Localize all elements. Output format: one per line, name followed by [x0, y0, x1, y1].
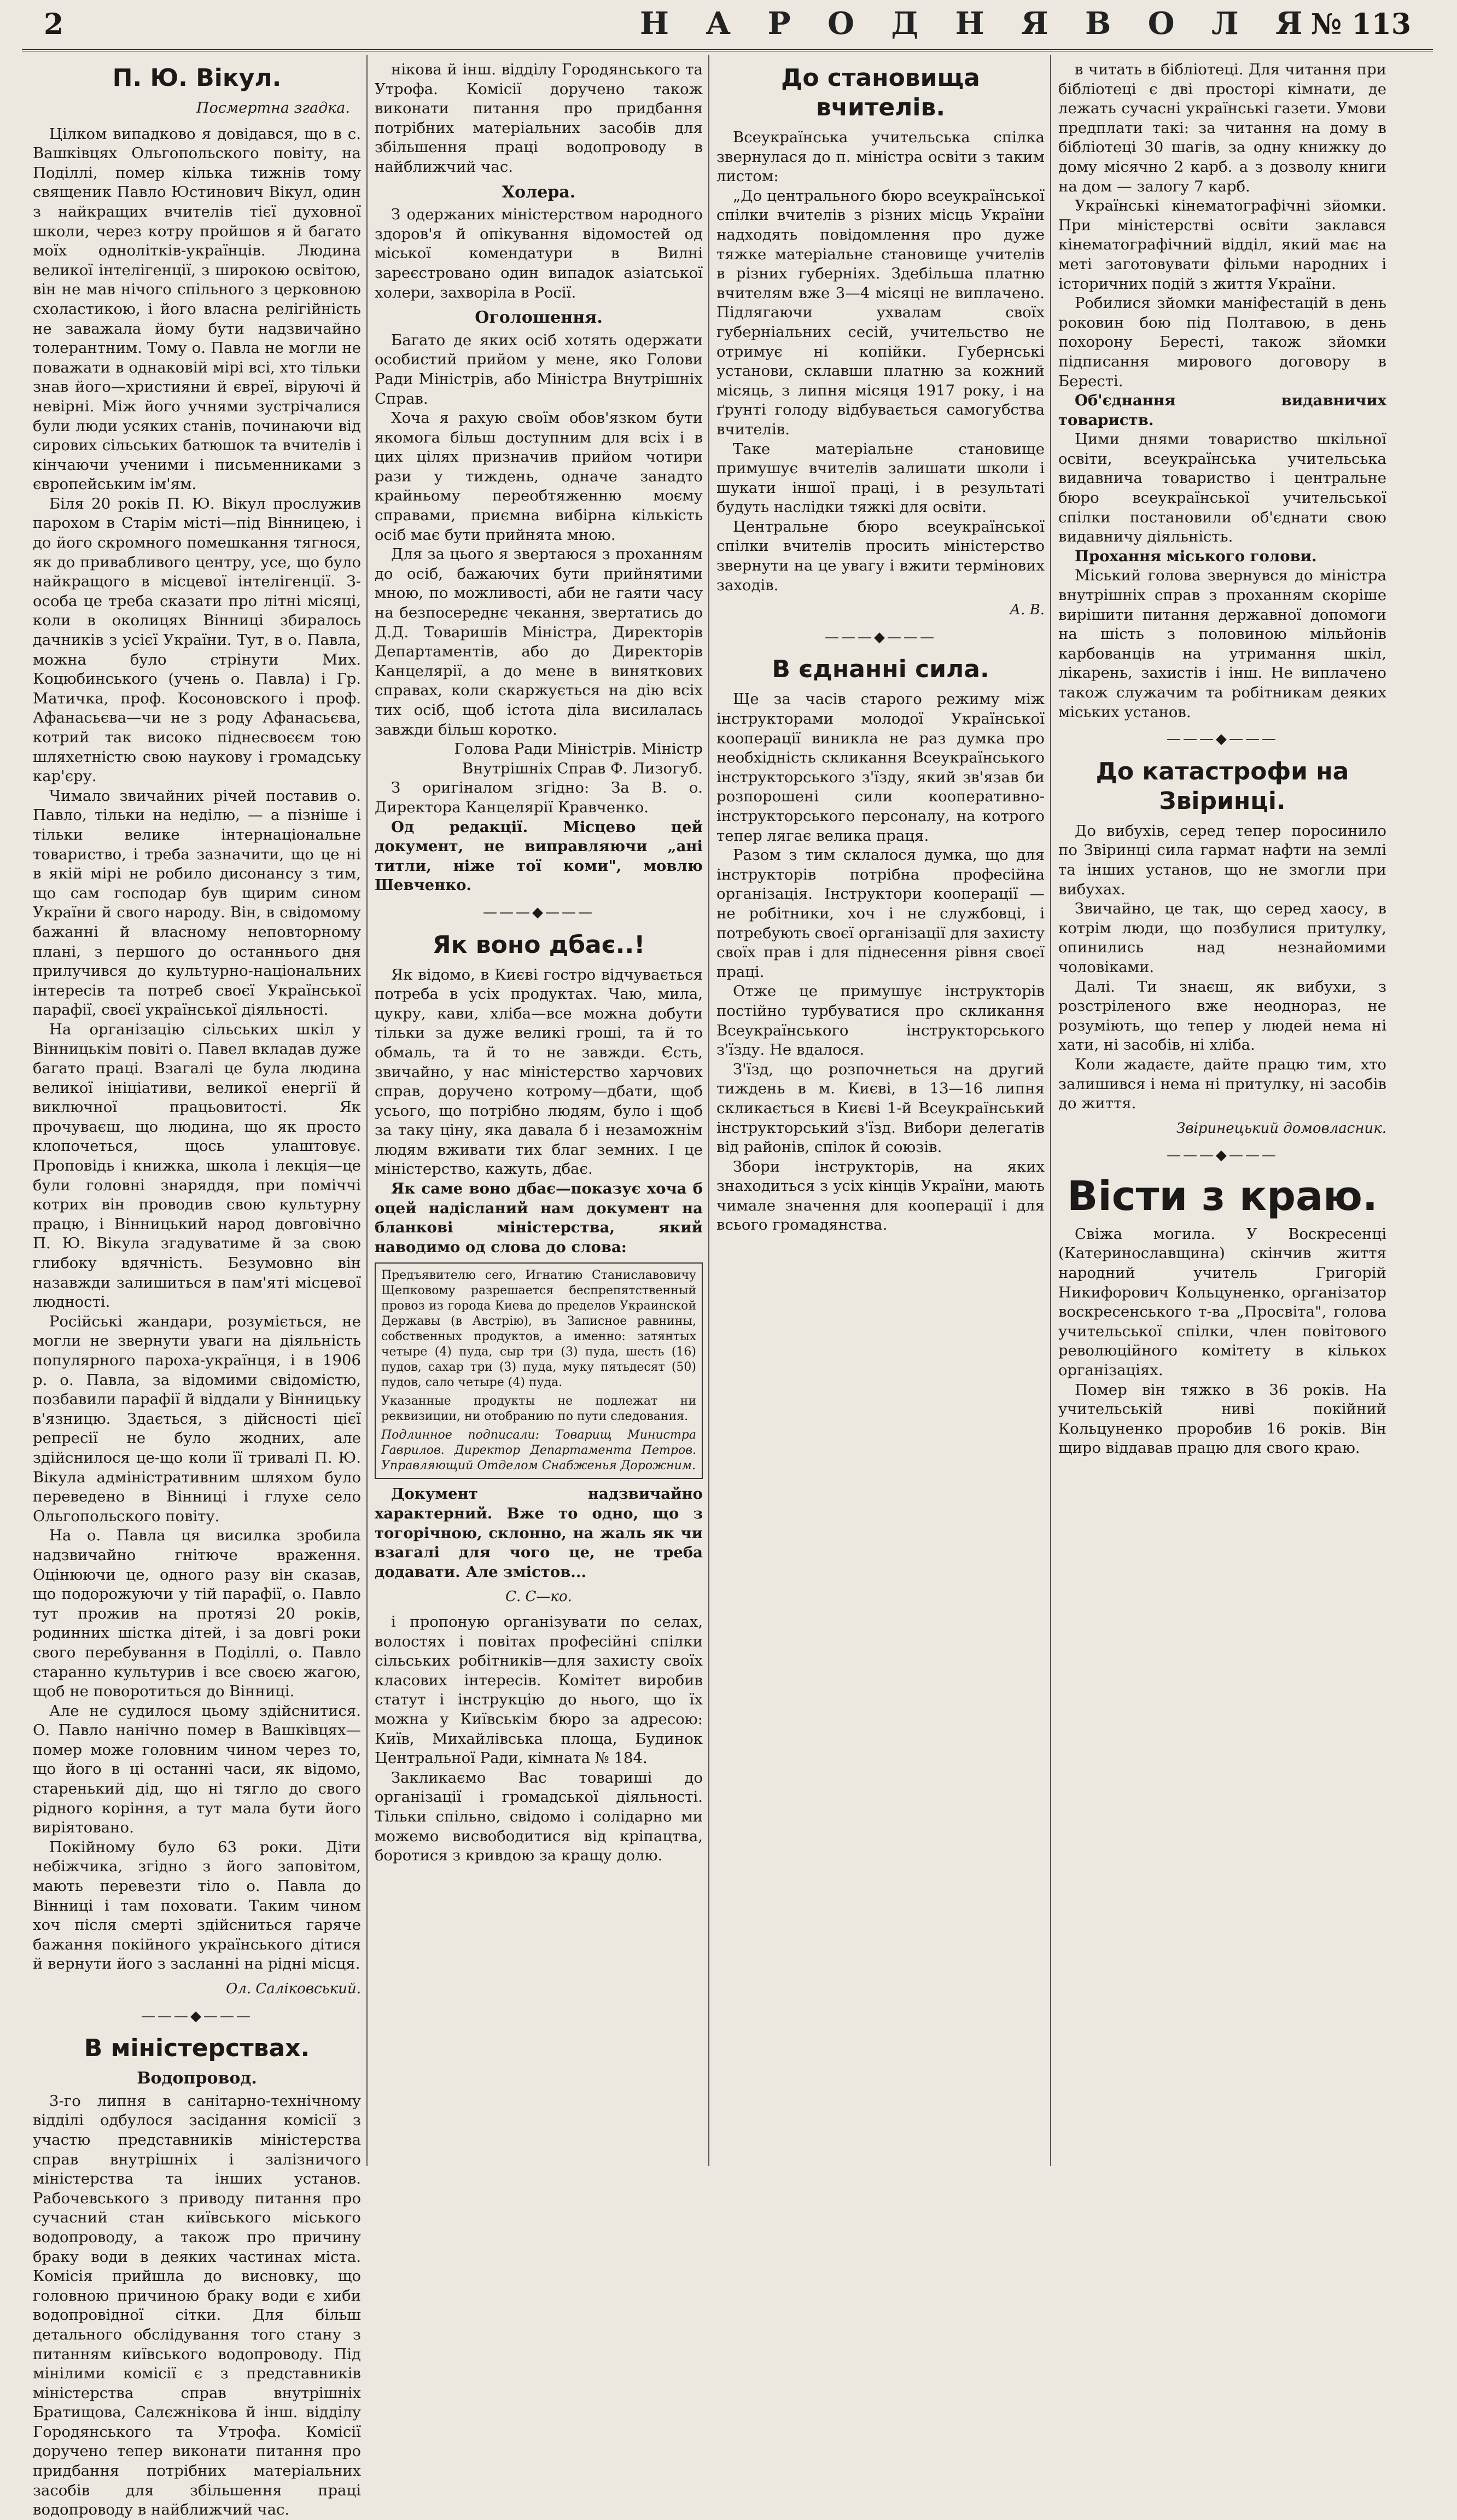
- paragraph: нікова й інш. відділу Городянського та Утрофа. Комісії доручено також виконати питання про придбання потрібних матеріальних засобів для збільшення праці водопроводу в найближчий час.: [375, 61, 703, 176]
- separator-icon: ———◆———: [1167, 731, 1278, 748]
- paragraph: Помер він тяжко в 36 років. На учительській ниві покійний Кольцуненко проробив 16 років. Він щиро віддавав працю для свого краю.: [1058, 1381, 1386, 1457]
- article-subtitle: Посмертна згадка.: [196, 100, 350, 117]
- notice-signature: Голова Ради Міністрів. Міністр Внутрішніх Справ Ф. Лизогуб.: [454, 740, 703, 777]
- signature: А. В.: [1010, 602, 1045, 619]
- paragraph: З'їзд, що розпочнеться на другий тиждень в м. Києві, в 13—16 липня скликається в Києві 1-й Всеукраїнський інструкторський з'їзд. Вибори делегатів від районів, спілок й союзів.: [716, 1060, 1045, 1156]
- separator-icon: ———◆———: [483, 904, 595, 921]
- paragraph: Документ надзвичайно характерний. Вже то одно, що з тогорічною, склонно, на жаль як чи взагалі для чого це, не треба додавати. Але змістов...: [375, 1485, 703, 1581]
- paragraph: Робилися зйомки маніфестацій в день роковин бою під Полтавою, в день похорону Бересті, також зйомки підписання мирового договору в Бересті.: [1058, 294, 1386, 390]
- paragraph: Хоча я рахую своїм обов'язком бути якомога більш доступним для всіх і в цих цілях призначив прийом чотири рази у тиждень, одначе занадто крайньому переобтяженню моєму справами, приємна вибірна кількість осіб має бути прийнята мною.: [375, 409, 703, 544]
- paragraph: До вибухів, серед тепер поросинило по Звіринці сила гармат нафти на землі та інших установ, що не змогли при вибухах.: [1058, 822, 1386, 898]
- paragraph: Далі. Ти знаєш, як вибухи, з розстріленого вже неоднораз, не розуміють, що тепер у людей нема ні хати, ні засобів, ні хліба.: [1058, 977, 1386, 1054]
- column-rule: [366, 55, 368, 2166]
- paragraph: „До центрального бюро всеукраїнської спілки вчителів з різних місць України надходять повідомлення про дуже тяжке матеріальне становище учителів в різних губерніях. Здебільша платню вчителям вже 3—4 місяці не виплачено. Підлягаючи ухвалам своїх губерніальних сесій, учительство не отримує ні копійки. Губернські установи, склавши платню за кожний місяць, з липня місяця 1917 року, і на ґрунті голоду відбувається самогубства вчителів.: [716, 187, 1045, 438]
- document-box: [375, 1262, 703, 1479]
- article-title: Вісти з краю.: [1066, 1172, 1378, 1220]
- section-subtitle: Холера.: [502, 182, 576, 202]
- paragraph: Таке матеріальне становище примушує вчителів залишати школи і шукати іншої праці, і в результаті будуть наслідки тяжкі для освіти.: [716, 440, 1045, 516]
- paragraph: і пропоную організувати по селах, волостях і повітах професійні спілки сільських робітників—для захисту своїх класових інтересів. Комітет виробив статут і інструкцію до нього, що їх можна у Київськім бюро за адресою: Київ, Михайлівська площа, Будинок Центральної Ради, кімната № 184.: [375, 1613, 703, 1767]
- column-4: [1058, 60, 1386, 2166]
- paragraph: в читать в бібліотеці. Для читання при бібліотеці є дві просторі кімнати, де лежать сучасні українські газети. Умови предплати такі: за читання на дому в бібліотеці 30 шагів, за одну книжку до дому місячно 2 карб. а з дозволу книги на дом — залогу 7 карб.: [1058, 61, 1386, 195]
- paragraph: Отже це примушує інструкторів постійно турбуватися про скликання Всеукраїнського інструкторського з'їзду. Не вдалося.: [716, 982, 1045, 1059]
- paragraph: Російські жандари, розуміється, не могли не звернути уваги на діяльність популярного пароха-українця, і в 1906 р. о. Павла, за відомими свідомістю, позбавили парафії й віддали у Вінницьку в'язницю. Здається, з дійсності цієї репресії не було жодних, але здійснилося це-що коли її тривалі П. Ю. Вікула адміністративним шляхом було переведено в Вінниці і глухе село Ольгопольского повіту.: [33, 1312, 361, 1525]
- paragraph: Як відомо, в Києві гостро відчувається потреба в усіх продуктах. Чаю, мила, цукру, кави, хліба—все можна добути тільки за дуже великі гроші, та й то обмаль, та й то не завжди. Єсть, звичайно, у нас міністерство харчових справ, доручено котрому—дбати, щоб усього, що потрібно людям, було і щоб за таку ціну, яка давала б і незаможнім людям вживати тих благ земних. І це міністерство, кажуть, дбає.: [375, 965, 703, 1178]
- paragraph: Центральне бюро всеукраїнської спілки вчителів просить міністерство звернути на це увагу і вжити термінових заходів.: [716, 517, 1045, 594]
- separator-icon: ———◆———: [825, 628, 936, 645]
- paragraph: Багато де яких осіб хотять одержати особистий прийом у мене, яко Голови Ради Міністрів, або Міністра Внутрішніх Справ.: [375, 331, 703, 408]
- article-title: Як воно дбає..!: [432, 930, 645, 959]
- paragraph: Закликаємо Вас товариші до організації і громадської діяльності. Тільки спільно, свідомо і солідарно ми можемо висвободитися від кріпацтва, боротися з кривдою за кращу долю.: [375, 1768, 703, 1865]
- column-2: [375, 60, 703, 2166]
- paragraph: Чимало звичайних річей поставив о. Павло, тільки на неділю, — а пізніше і тільки велике інтернаціональне товариство, і треба зазначити, що це ні в якій мірі не робило дисонансу з тим, що сам господар був щирим сином України й свого народу. Він, в свідомому бажанні й власному неповторному плані, з першого до останнього дня прилучився до культурно-національних інтересів та потреб своєї Української парафії, своєї української діяльності.: [33, 787, 361, 1019]
- paragraph: Разом з тим склалося думка, що для інструкторів потрібна професійна організація. Інструктори кооперації — не робітники, хоч і не службовці, і потребують своєї організації для захисту своїх прав і для піднесення рівня своєї праці.: [716, 846, 1045, 981]
- item-title: Об'єднання видавничих товариств.: [1058, 392, 1386, 429]
- article-title: В єднанні сила.: [772, 655, 989, 684]
- document-sign: Подлинное подписали: Товарищ Министра Гаврилов. Директор Департамента Петров. Управляющий Отделом Снабженья Дорожним.: [381, 1428, 696, 1473]
- section-subtitle: Водопровод.: [137, 2069, 257, 2088]
- paragraph: Цими днями товариство шкільної освіти, всеукраїнська учительська видавнича товариство і центральне бюро всеукраїнської учительської спілки постановили об'єднати свою видавничу діяльність.: [1058, 430, 1386, 546]
- paragraph: Збори інструкторів, на яких знаходиться з усіх кінців України, мають чимале значення для кооперації і для всього громадянства.: [716, 1157, 1045, 1234]
- column-rule: [1050, 55, 1051, 2166]
- paragraph: На о. Павла ця висилка зробила надзвичайно гнітюче враження. Оцінюючи це, одного разу він сказав, що подорожуючи у тій парафії, о. Павло тут прожив на протязі 20 років, родинних шістка дітей, і за довгі роки свого перебування в Поділлі, о. Павло старанно культурив і все своєю жагою, щоб не поворотиться до Вінниці.: [33, 1527, 361, 1701]
- paragraph: Цілком випадково я довідався, що в с. Вашківцях Ольгопольского повіту, на Поділлі, помер кілька тижнів тому священик Павло Юстинович Вікул, один з найкращих вчителів тієї духовної школи, через котру пройшов я й багато моїх однолітків-українців. Людина великої інтелігенції, з широкою освітою, він не мав нічого спільного з церковною схоластикою, і його власна релігійність не заважала йому бути надзвичайно толерантним. Тому о. Павла не могли не поважати в однаковій мірі всі, хто тільки знав його—християни й євреї, віруючі й невірні. Між його учнями зустрічалися були люди усяких станів, починаючи від сирових сільських батюшок та вчителів і кінчаючи ученими і письменниками з європейським ім'ям.: [33, 125, 361, 493]
- article-title: В міністерствах.: [84, 2034, 310, 2063]
- paragraph: 3-го липня в санітарно-технічному відділі одбулося засідання комісії з участю представників міністерства справ внутрішніх і залізничого міністерства та інших установ. Рабочевського з приводу питання про сучасний стан київського міського водопроводу, а також про причину браку води в деяких частинах міста. Комісія прийшла до висновку, що головною причиною браку води є хиби водопровідної сітки. Для більш детального обслідування того стану з питанням київського водопроводу. Під мінілими комісії є з представників міністерства справ внутрішніх Братищова, Салєжнікова й інш. відділу Городянського та Утрофа. Комісії доручено тепер виконати питання про придбання потрібних матеріальних засобів для збільшення праці водопроводу в найближчий час.: [33, 2092, 361, 2519]
- paragraph: Ще за часів старого режиму між інструкторами молодої Української кооперації виникла не раз думка про необхідність скликання Всеукраїнського інструкторського з'їзду, який зв'язав би розпорошені сили кооперативно-інструкторського персоналу, на котрого тепер лягає велика праця.: [716, 690, 1045, 845]
- masthead: [22, 5, 1433, 51]
- separator-icon: ———◆———: [141, 2007, 253, 2024]
- article-title: П. Ю. Вікул.: [112, 64, 282, 92]
- paragraph: Свіжа могила. У Воскресенці (Катеринославщина) скінчив життя народний учитель Григорій Никифорович Кольцуненко, організатор воскресенського т-ва „Просвіта", голова учительської спілки, член повітового революційного комітету в кількох організаціях.: [1058, 1225, 1386, 1380]
- document-text: Указанные продукты не подлежат ни реквизиции, ни отобранию по пути следования.: [381, 1394, 696, 1424]
- article-title: До становища вчителів.: [781, 64, 980, 121]
- paragraph: Міський голова звернувся до міністра внутрішніх справ з проханням скоріше вирішити питання державної допомоги на шість з половиною мільйонів карбованців на утримання шкіл, лікарень, захистів і інш. Не виплачено також служачим та робітникам деяких міських установ.: [1058, 567, 1386, 721]
- signature: Ол. Саліковський.: [226, 1981, 361, 1997]
- paragraph: Українські кінематографічні зйомки. При міністерстві освіти заклався кінематографічний відділ, який має на меті заготовувати фільми народних і історичних подій з життя України.: [1058, 197, 1386, 293]
- paragraph: Всеукраїнська учительська спілка звернулася до п. міністра освіти з таким листом:: [716, 129, 1045, 185]
- notice-orig: З оригіналом згідно: За В. о. Директора Канцелярії Кравченко.: [375, 779, 703, 816]
- separator-icon: ———◆———: [1167, 1147, 1278, 1164]
- signature: С. С—ко.: [505, 1588, 572, 1605]
- signature: Звіринецький домовласник.: [1176, 1120, 1386, 1137]
- paragraph: Покійному було 63 роки. Діти небіжчика, згідно з його заповітом, мають перевезти тіло о. Павла до Вінниці і там поховати. Таким чином хоч після смерті здійсниться гаряче бажання покійного українського дітися й вернути його з засланні на рідні місця.: [33, 1838, 361, 1973]
- column-3: [716, 60, 1045, 2166]
- column-rule: [708, 55, 709, 2166]
- paragraph: З одержаних міністерством народного здоров'я й опікування відомостей од міської комендатури в Вилні зареєстровано один випадок азіатської холери, захворіла в Росії.: [375, 206, 703, 301]
- editorial-note: Од редакції. Місцево цей документ, не виправляючи „ані титли, ніже тої коми", мовлю Шевченко.: [375, 818, 703, 894]
- paragraph: Звичайно, це так, що серед хаосу, в котрім люди, що позбулися притулку, опинились над незнайомими чоловіками.: [1058, 900, 1386, 976]
- paragraph: Але не судилося цьому здійснитися. О. Павло нанічно помер в Вашківцях—помер може головним чином через то, що його в ці останні часи, як відомо, старенький дід, що ні тягло до свого рідного коріння, а тут мала бути його виріятовано.: [33, 1702, 361, 1837]
- section-subtitle: Оголошення.: [475, 308, 603, 328]
- paper-title: Н А Р О Д Н Я В О Л Я: [640, 5, 1316, 42]
- column-1: [33, 60, 361, 2519]
- item-title: Прохання міського голови.: [1075, 547, 1317, 565]
- paragraph: Для за цього я звертаюся з проханням до осіб, бажаючих бути прийнятими мною, по можливості, аби не гаяти часу на безпосереднє чекання, звертатись до Д.Д. Товаришів Міністра, Директорів Департаментів, або до Директорів Канцелярії, а до мене в виняткових справах, коли скаржується на дію всіх тих осіб, щоб істота діла висилалась завжди більш коротко.: [375, 545, 703, 738]
- paragraph: На організацію сільських шкіл у Вінницькім повіті о. Павел вкладав дуже багато праці. Взагалі це була людина великої ініціативи, великої енергії й виключної працьовитості. Як прочуваєш, що людина, що як просто клопочеться, щось улаштовує. Проповідь і книжка, школа і лекція—це були головні знаряддя, при поміччі котрих він проводив свою культурну працю, і Вінницький народ довговічно П. Ю. Вікула згадуватиме й за свою глибоку вдячність. Безумовно він назавжди залишиться в пам'яті місцевої людності.: [33, 1020, 361, 1311]
- issue-number: № 113: [1310, 8, 1411, 41]
- page-number: 2: [44, 8, 64, 41]
- document-text: Предъявителю сего, Игнатию Станиславовичу Щепковому разрешается беспрепятственный провоз из города Киева до пределов Украинской Державы (в Австрію), въ Записное равнины, собственных продуктов, а именно: затянтых четыре (4) пуда, сыр три (3) пуда, шесть (16) пудов, сахар три (3) пуда, муку пятьдесят (50) пудов, сало четыре (4) пуда.: [381, 1268, 696, 1390]
- paragraph: Коли жадаєте, дайте працю тим, хто залишився і нема ні притулку, ні засобів до життя.: [1058, 1055, 1386, 1113]
- article-title: До катастрофи на Звіринці.: [1095, 757, 1349, 815]
- paragraph: Як саме воно дбає—показує хоча б оцей надісланий нам документ на бланкові міністерства, який наводимо од слова до слова:: [375, 1180, 703, 1256]
- paragraph: Біля 20 років П. Ю. Вікул прослужив парохом в Старім місті—під Вінницею, і до його скромного помешкання тягнося, як до привабливого центру, усе, що було найкращого в місцевої інтелігенції. З-особа це треба сказати про літні місяці, коли в околицях Вінниці збиралось дачників з усієї України. Тут, в о. Павла, можна було стрінути Мих. Коцюбинського (учень о. Павла) і Гр. Матичка, проф. Косоновского і проф. Афанасьєва—чи не з роду Афанасьєва, котрий так високо піднесвоєєм тою шляхетністю свою наукову і громадську кар'єру.: [33, 494, 361, 785]
